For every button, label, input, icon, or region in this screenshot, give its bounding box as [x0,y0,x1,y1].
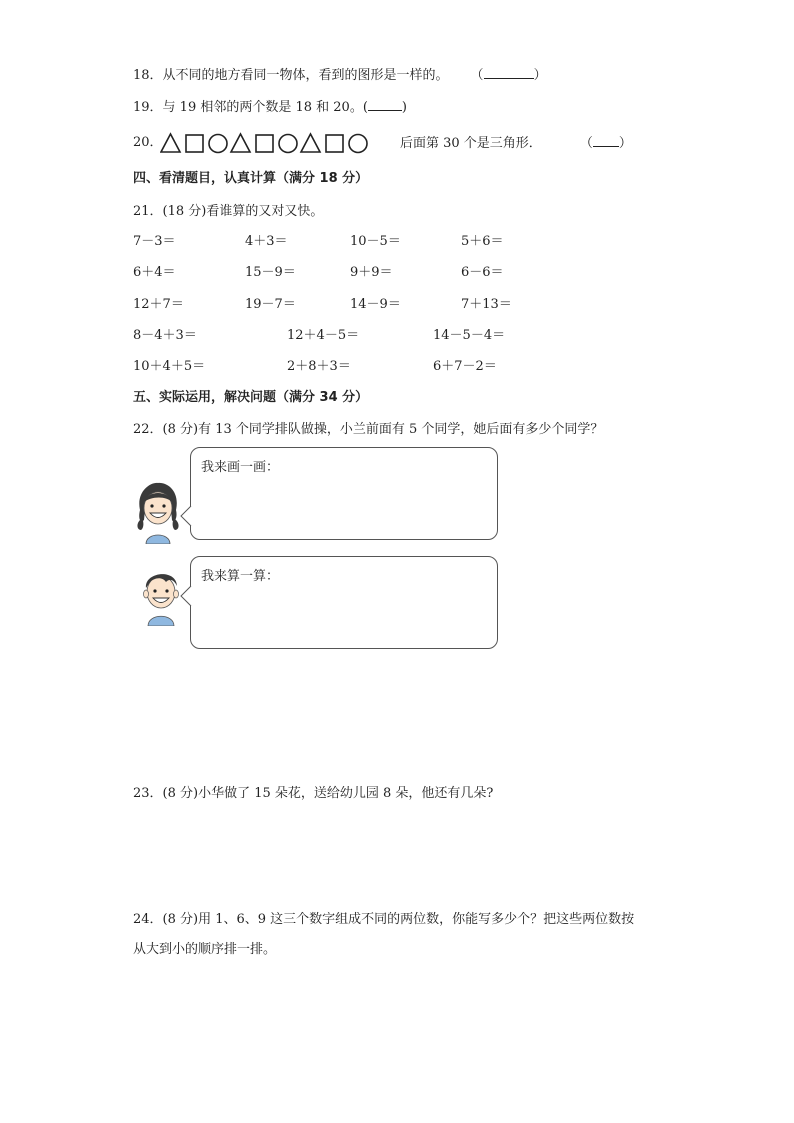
answer-blank-20[interactable] [593,134,619,147]
equation: 2＋8＋3＝ [287,359,351,374]
draw-bubble-label: 我来画一画： [201,460,280,475]
shape-sequence [160,132,400,154]
question-21: 21．(18 分)看谁算的又对又快。 [133,204,324,219]
answer-blank-19[interactable] [368,98,402,111]
calc-bubble[interactable] [190,556,498,649]
question-20-tail: 后面第 30 个是三角形． （ ） [400,136,632,151]
equation: 8－4＋3＝ [133,328,197,343]
equation: 10－5＝ [350,234,401,249]
square-icon [186,135,203,152]
question-20-number: 20． [133,135,163,150]
boy-avatar [140,566,182,626]
triangle-icon [231,134,250,152]
bubble-tail-icon [180,585,194,607]
equation: 14－9＝ [350,297,401,312]
triangle-icon [161,134,180,152]
equation: 7＋13＝ [461,297,512,312]
question-24-line-2: 从大到小的顺序排一排。 [133,942,277,957]
bubble-tail-icon [180,505,194,527]
equation: 19－7＝ [245,297,296,312]
equation: 9＋9＝ [350,265,393,280]
question-20-text: 后面第 30 个是三角形． [400,136,542,151]
equation: 12＋7＝ [133,297,184,312]
answer-blank-18[interactable] [484,66,534,79]
question-18: 18．从不同的地方看同一物体，看到的图形是一样的。 （ ） [133,68,547,83]
equation: 14－5－4＝ [433,328,506,343]
question-19-text: 19．与 19 相邻的两个数是 18 和 20。( [133,100,368,115]
triangle-icon [301,134,320,152]
equation: 12＋4－5＝ [287,328,360,343]
question-23: 23．(8 分)小华做了 15 朵花，送给幼儿园 8 朵，他还有几朵? [133,786,494,801]
equation: 5＋6＝ [461,234,504,249]
question-24-line-1: 24．(8 分)用 1、6、9 这三个数字组成不同的两位数，你能写多少个？把这些两位数按 [133,912,635,927]
equation: 15－9＝ [245,265,296,280]
equation: 10＋4＋5＝ [133,359,206,374]
question-18-text: 18．从不同的地方看同一物体，看到的图形是一样的。 [133,68,449,83]
circle-icon [279,135,297,153]
circle-icon [349,135,367,153]
question-20 [133,134,163,152]
equation: 6＋7－2＝ [433,359,497,374]
section-4-heading: 四、看清题目，认真计算（满分 18 分） [133,171,369,186]
equation: 4＋3＝ [245,234,288,249]
question-22: 22．(8 分)有 13 个同学排队做操，小兰前面有 5 个同学，她后面有多少个同学？ [133,422,604,437]
question-19: 19．与 19 相邻的两个数是 18 和 20。( ) [133,100,407,115]
draw-bubble[interactable] [190,447,498,540]
section-5-heading: 五、实际运用，解决问题（满分 34 分） [133,390,369,405]
equation: 6＋4＝ [133,265,176,280]
square-icon [256,135,273,152]
circle-icon [209,135,227,153]
equation: 6－6＝ [461,265,504,280]
calc-bubble-label: 我来算一算： [201,569,280,584]
square-icon [326,135,343,152]
equation: 7－3＝ [133,234,176,249]
girl-avatar [134,480,182,544]
